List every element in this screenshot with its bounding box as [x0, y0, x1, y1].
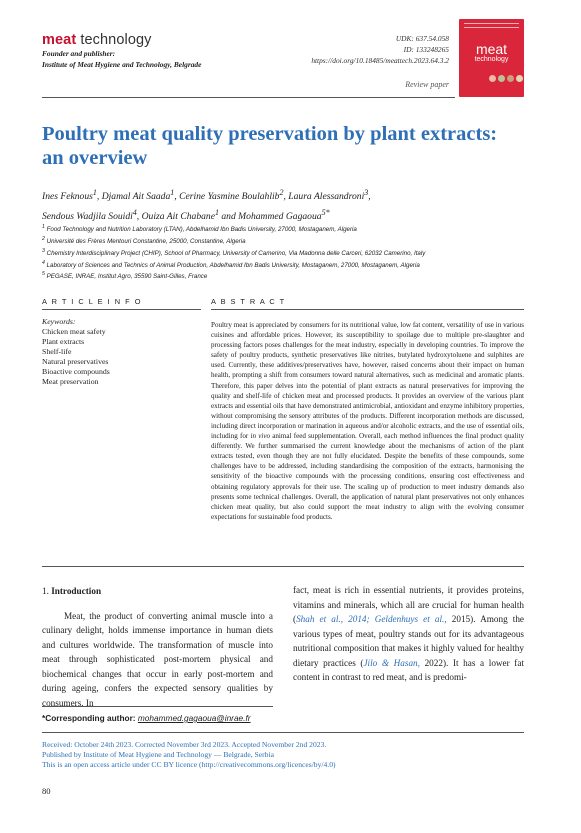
cover-brand: meat technology [474, 41, 509, 63]
article-info-heading: A R T I C L E I N F O [42, 297, 142, 306]
article-type: Review paper [405, 80, 449, 89]
license-note: This is an open access article under CC BY licence (http://creativecommons.org/licences/by/4.0) [42, 760, 336, 770]
publisher-label: Founder and publisher: [42, 49, 116, 58]
keyword: Chicken meat safety [42, 327, 106, 336]
intro-right-column [293, 583, 524, 685]
abstract-bottom-divider [42, 566, 524, 567]
affiliation: $^5$ PEGASE, INRAE, Institut Agro, 35590 Saint-Gilles, France [42, 271, 208, 281]
corresponding-email-link[interactable]: mohammed.gagaoua@inrae.fr [137, 713, 251, 723]
intro-left-column [42, 584, 273, 710]
citation-link[interactable]: Shah et al., [296, 614, 344, 624]
article-info-divider [42, 309, 201, 310]
footer-divider [42, 732, 524, 733]
received-dates: Received: October 24th 2023. Corrected November 3rd 2023. Accepted November 2nd 2023. [42, 740, 327, 749]
doi-link[interactable]: https://doi.org/10.18485/meattech.2023.64.3.2 [311, 56, 449, 65]
intro-heading: 1. Introduction [42, 586, 102, 596]
keyword: Shelf-life [42, 347, 72, 356]
publisher-name: Institute of Meat Hygiene and Technology, Belgrade [42, 59, 202, 69]
journal-brand: meat technology [42, 32, 152, 48]
citation-link[interactable]: Jilo & Hasan, [363, 657, 420, 668]
author-list: Ines Feknous$^1$, Djamal Ait Saada$^1$, Cerine Yasmine Boulahlib$^2$, Laura Alessandroni$^3$, Sendous Wadjila Souidi$^4$, Ouiza Ait Chabane$^1$ and Mohammed Gagaoua$^{5*}$ [42, 188, 371, 222]
udk: UDK: 637.54.058 [395, 34, 449, 43]
keyword: Meat preservation [42, 377, 99, 386]
keyword: Bioactive compounds [42, 367, 110, 376]
header-divider [42, 97, 455, 98]
abstract-text: Poultry meat is appreciated by consumers for its nutritional value, low fat content, versatility of use in various cuisines and affordable prices. However, its susceptibility to spoilage due to multiple pre-slaughter and processing factors poses challenges for the meat industry, especially in developing countries. To improve the safety of poultry products, synthetic preservatives like nitrites, butylated hydroxytoluene and sulphites are used. Currently, these additives/preservatives have, however, raised concerns about their impact on human health, prompting a shift from consumers toward natural alternatives, such as medicinal and aromatic plants. Therefore, this paper delves into the potential of plant extracts as natural preservatives for improving the quality and shelf-life of chicken meat and processed products. It provides an overview of the various plant extracts and essential oils that have demonstrated antimicrobial, antioxidant and enzyme inhibitory properties, without compromising the sensory attributes of the products. Different incorporation methods are discussed, including direct incorporation or marination in aqueous and/or alcoholic extracts, and the use of essential oils, including for in vivo animal feed supplementation. Overall, each method influences the final product quality differently. We further summarised the current knowledge about the mechanisms of action of the plant extracts tested, even though they are not fully elucidated. Despite the benefits of these compounds, some challenges have to be addressed, including standardising the composition of the extracts, harmonising the sensitivity of the bioactive compounds with the processing conditions, ensuring cost effectiveness and obtaining regulatory approvals for their use. The scaling up of production to meet industry demands also presents some technical challenges. Overall, the application of natural plant preservatives not only enhances chicken meat quality, but also could support the meat industry to align with the evolving consumer expectations for sustainable food products. [211, 321, 524, 521]
affiliation: $^4$ Laboratory of Sciences and Technics of Animal Production, Abdelhamid Ibn Badis University, Mostaganem, 27000, Mostaganem, Algeria [42, 259, 420, 269]
page-number: 80 [42, 786, 51, 796]
keyword: Plant extracts [42, 337, 85, 346]
keywords-label: Keywords: [42, 317, 76, 326]
article-id: ID: 133248265 [403, 45, 449, 54]
publisher-block [42, 49, 201, 70]
abstract-heading: A B S T R A C T [211, 297, 286, 306]
affiliation: $^1$ Food Technology and Nutrition Laboratory (LTAN), Abdelhamid Ibn Badis University, 27000, Mostaganem, Algeria [42, 224, 357, 234]
keyword: Natural preservatives [42, 357, 109, 366]
footnote-divider [42, 706, 273, 707]
abstract-divider [211, 309, 524, 310]
citation-link[interactable]: Geldenhuys et al., [374, 614, 447, 624]
article-title: Poultry meat quality preservation by plant extracts: an overview [42, 123, 498, 169]
publication-history [42, 740, 542, 771]
affiliation-list [42, 223, 542, 282]
published-by: Published by Institute of Meat Hygiene and Technology — Belgrade, Serbia [42, 750, 274, 760]
affiliation: $^2$ Université des Frères Mentouri Constantine, 25000, Constantine, Algeria [42, 235, 246, 245]
article-metadata [311, 33, 449, 66]
intro-paragraph: Meat, the product of converting animal muscle into a culinary delight, holds immense importance in human diets and cultures worldwide. The transformation of muscle into meat through sophisticated post-mortem physical and biochemical changes that occur in early post-mortem and during ageing, confers the expected sensory qualities by consumers. In [42, 610, 273, 708]
journal-cover-image [459, 19, 524, 97]
corresponding-author: *Corresponding author: mohammed.gagaoua@inrae.fr [42, 713, 251, 723]
affiliation: $^3$ Chemistry Interdisciplinary Project (CHIP), School of Pharmacy, University of Camerino, Via Madonna delle Carceri, 62032 Camerino, Italy [42, 247, 426, 257]
keyword-list [42, 327, 110, 387]
intro-paragraph-continued: fact, meat is rich in essential nutrients, it provides proteins, vitamins and minerals, which all are crucial for human health (Shah et al., 2014; Geldenhuys et al., 2015). Among the various types of meat, poultry stands out for its advantageous nutritional composition that makes it highly valued for healthy dietary practices (Jilo & Hasan, 2022). It has a lower fat content in contrast to red meat, and is predomi- [293, 585, 524, 682]
